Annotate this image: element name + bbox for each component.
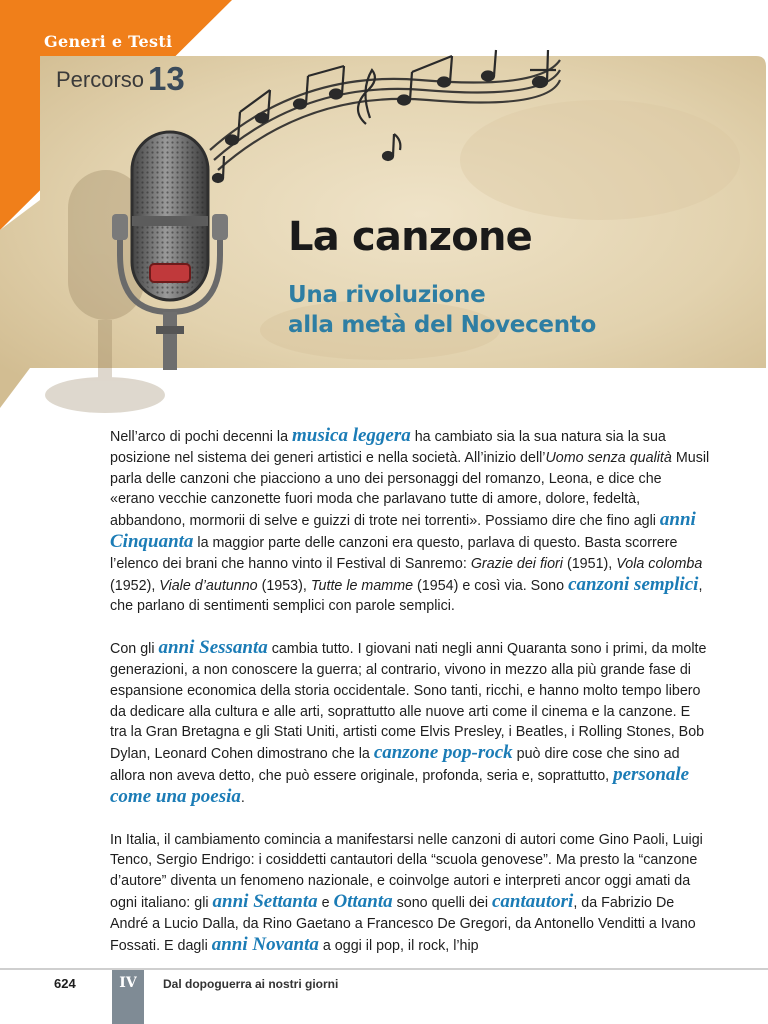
text: In Italia, il cambiamento comincia a manifestarsi nelle canzoni di autori come Gino Paoli, Luigi Tenco, Sergio Endrigo: i cosiddetti cantautori della “scuola genovese”. Ma presto la “canzone d’autore” diventa un fenomeno nazionale, e coinvolge autori e interpreti ancor oggi amati da ogni italiano: gli (110, 831, 703, 911)
keyword: anni Cinquanta (110, 509, 696, 552)
keyword: Ottanta (333, 890, 393, 912)
page-number: 624 (54, 976, 76, 991)
route-label (56, 60, 185, 98)
text: può dire cose che sino ad allora non aveva detto, che può essere originale, profonda, seria e, soprattutto, (110, 746, 680, 784)
text: Musil parla delle canzoni che piacciono a uno dei personaggi del romanzo, Leona, e dice che «erano vecchie canzonette fuori moda che parlavano tutte di amore, dolore, fedeltà, abbandono, mormorii di selve e guizzi di trote nei torrenti». Possiamo dire che fino agli (110, 449, 710, 530)
route-label-text: Percorso (56, 67, 145, 92)
subtitle-line-2: alla metà del Novecento (288, 312, 597, 338)
unit-number: IV (119, 975, 137, 991)
paragraph-1 (110, 426, 710, 617)
text: cambia tutto. I giovani nati negli anni Quaranta sono i primi, da molte generazioni, a non conoscere la guerra; al contrario, vivono in mezzo alla più grande fase di espansione economica della storia occidentale. Sono tanti, ricchi, e hanno molto tempo libero da dedicare alla cultura e alle arti, soprattutto alle nuove arti come il cinema e la canzone. E tra la Gran Bretagna e gli Stati Uniti, artisti come Elvis Presley, i Beatles, i Rolling Stones, Bob Dylan, Leonard Cohen dimostrano che la (110, 641, 707, 763)
italic-title: Viale d’autunno (159, 577, 258, 594)
italic-title: Uomo senza qualità (545, 449, 672, 466)
keyword: personale come una poesia (110, 763, 690, 807)
keyword: canzoni semplici (568, 573, 699, 595)
text: e (317, 894, 334, 911)
italic-title: Vola colomba (616, 555, 703, 572)
keyword: cantautori (492, 890, 574, 912)
text: . (240, 789, 245, 806)
keyword: anni Sessanta (158, 637, 268, 659)
subtitle-line-1: Una rivoluzione (288, 282, 486, 308)
text: (1952), (110, 577, 160, 594)
keyword: anni Novanta (211, 933, 319, 955)
page-subtitle (288, 280, 688, 340)
paragraph-2 (110, 638, 710, 808)
text: (1951), (562, 555, 617, 572)
route-number: 13 (148, 60, 185, 97)
keyword: musica leggera (292, 425, 411, 446)
keyword: anni Settanta (212, 890, 318, 912)
text: (1954) e così via. Sono (413, 577, 569, 594)
article-body (110, 426, 710, 977)
text: a oggi il pop, il rock, l’hip (318, 937, 479, 954)
unit-badge (112, 970, 144, 1024)
italic-title: Grazie dei fiori (470, 555, 563, 572)
page-title: La canzone (288, 214, 532, 260)
italic-title: Tutte le mamme (310, 577, 414, 594)
text: ha cambiato sia la sua natura sia la sua posizione nel sistema dei generi artistici e nella società. All’inizio dell’ (110, 429, 666, 466)
unit-title: Dal dopoguerra ai nostri giorni (163, 977, 339, 991)
text: Nell’arco di pochi decenni la (110, 429, 292, 445)
paragraph-3 (110, 830, 710, 957)
text: (1953), (257, 577, 311, 594)
series-label: Generi e Testi (44, 32, 173, 51)
text: , che parlano di sentimenti semplici con parole semplici. (110, 577, 703, 615)
text: Con gli (110, 641, 159, 658)
text: la maggior parte delle canzoni era questo, parlava di questo. Basta scorrere l’elenco dei brani che hanno vinto il Festival di Sanremo: (110, 534, 678, 572)
keyword: canzone pop-rock (373, 742, 513, 764)
text: sono quelli dei (392, 894, 492, 911)
text: , da Fabrizio De André a Lucio Dalla, da Rino Gaetano a Francesco De Gregori, da Antonello Venditti a Ivano Fossati. E dagli (110, 894, 696, 954)
